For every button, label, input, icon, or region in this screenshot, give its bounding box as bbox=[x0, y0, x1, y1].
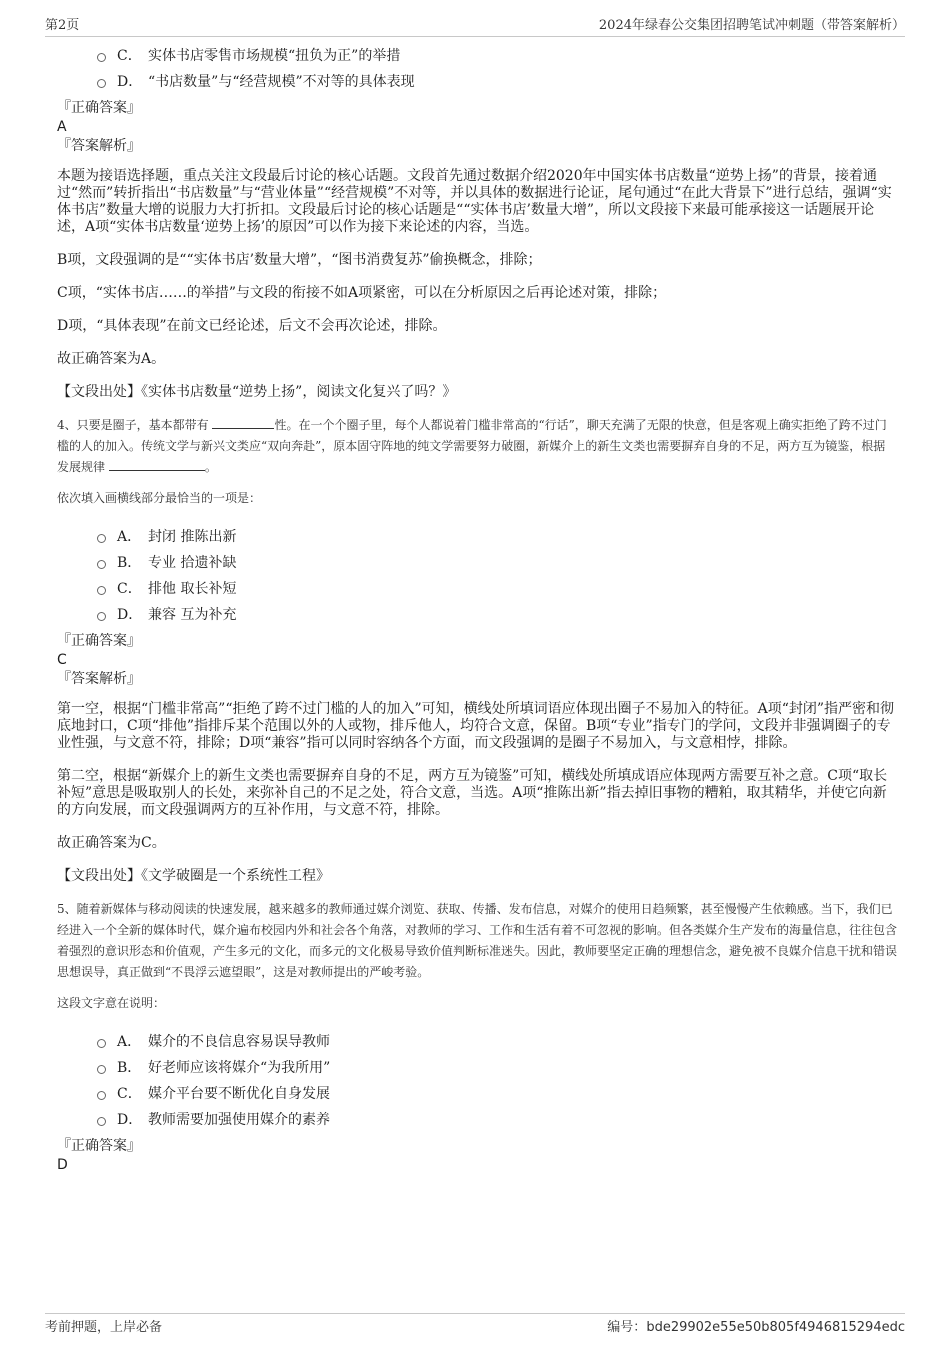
fill-blank bbox=[109, 457, 205, 471]
option-b[interactable]: B． 专业 拾遗补缺 bbox=[97, 549, 897, 575]
question-stem: 4、只要是圈子，基本都带有 性。在一个个圈子里，每个人都说着门槛非常高的“行话”，聊天充满了无限的快意，但是客观上确实拒绝了跨不过门槛的人的加入。传统文学与新兴文类应“双向奔赴”，原本固守阵地的纯文学需要努力破圈，新媒介上的新生文类也需要摒弃自身的不足，两方互为镜鉴，根据发展规律 。 bbox=[57, 415, 897, 478]
option-d[interactable]: D． 教师需要加强使用媒介的素养 bbox=[97, 1106, 897, 1132]
option-a[interactable]: A． 媒介的不良信息容易误导教师 bbox=[97, 1028, 897, 1054]
option-text: 实体书店零售市场规模“扭负为正”的举措 bbox=[148, 48, 401, 64]
analysis-label: 『答案解析』 bbox=[57, 671, 141, 687]
option-text: 兼容 互为补充 bbox=[148, 607, 237, 623]
question-prompt: 依次填入画横线部分最恰当的一项是： bbox=[57, 491, 262, 505]
radio-icon[interactable] bbox=[97, 612, 106, 621]
option-text: 媒介的不良信息容易误导教师 bbox=[148, 1034, 330, 1050]
option-c[interactable]: C． 媒介平台要不断优化自身发展 bbox=[97, 1080, 897, 1106]
fill-blank bbox=[212, 415, 274, 429]
radio-icon[interactable] bbox=[97, 1065, 106, 1074]
radio-icon[interactable] bbox=[97, 586, 106, 595]
footer-slogan: 考前押题，上岸必备 bbox=[45, 1320, 163, 1335]
option-c[interactable]: C． 实体书店零售市场规模“扭负为正”的举措 bbox=[97, 42, 897, 68]
analysis-paragraph: 第一空，根据“门槛非常高”“拒绝了跨不过门槛的人的加入”可知，横线处所填词语应体现出圈子不易加入的特征。A项“封闭”指严密和彻底地封口，C项“排他”指排斥某个范围以外的人或物，排斥他人，均符合文意，保留。B项“专业”指专门的学问，文段并非强调圈子的专业性强，与文意不符，排除；D项“兼容”指可以同时容纳各个方面，而文段强调的是圈子不易加入，与文意相悖，排除。 bbox=[57, 701, 895, 751]
radio-icon[interactable] bbox=[97, 79, 106, 88]
correct-answer-label: 『正确答案』 bbox=[57, 1138, 141, 1154]
page-number: 第2页 bbox=[45, 18, 80, 33]
option-c[interactable]: C． 排他 取长补短 bbox=[97, 575, 897, 601]
analysis-conclusion: 故正确答案为A。 bbox=[57, 351, 166, 367]
radio-icon[interactable] bbox=[97, 534, 106, 543]
analysis-paragraph: B项，文段强调的是““实体书店’数量大增”，“图书消费复苏”偷换概念，排除； bbox=[57, 252, 542, 268]
option-text: 封闭 推陈出新 bbox=[148, 529, 237, 545]
document-title: 2024年绿春公交集团招聘笔试冲刺题（带答案解析） bbox=[598, 18, 905, 33]
correct-answer-label: 『正确答案』 bbox=[57, 633, 141, 649]
option-text: 媒介平台要不断优化自身发展 bbox=[148, 1086, 330, 1102]
option-d[interactable]: D． “书店数量”与“经营规模”不对等的具体表现 bbox=[97, 68, 897, 94]
source-citation: 【文段出处】《实体书店数量“逆势上扬”，阅读文化复兴了吗？》 bbox=[57, 384, 457, 400]
correct-answer: D bbox=[57, 1157, 68, 1173]
radio-icon[interactable] bbox=[97, 1039, 106, 1048]
option-d[interactable]: D． 兼容 互为补充 bbox=[97, 601, 897, 627]
radio-icon[interactable] bbox=[97, 1091, 106, 1100]
question-prompt: 这段文字意在说明： bbox=[57, 996, 166, 1010]
document-id: 编号：bde29902e55e50b805f4946815294edc bbox=[607, 1320, 905, 1335]
option-text: “书店数量”与“经营规模”不对等的具体表现 bbox=[148, 74, 415, 90]
question-stem: 5、随着新媒体与移动阅读的快速发展，越来越多的教师通过媒介浏览、获取、传播、发布信息，对媒介的使用日趋频繁，甚至慢慢产生依赖感。当下，我们已经进入一个全新的媒体时代，媒介遍布校园内外和社会各个角落，对教师的学习、工作和生活有着不可忽视的影响。但各类媒介生产发布的海量信息，往往包含着强烈的意识形态和价值观，产生多元的文化，而多元的文化极易导致价值判断标准迷失。因此，教师要坚定正确的理想信念，避免被不良媒介信息干扰和错误思想误导，真正做到“不畏浮云遮望眼”，这是对教师提出的严峻考验。 bbox=[57, 902, 898, 979]
option-b[interactable]: B． 好老师应该将媒介“为我所用” bbox=[97, 1054, 897, 1080]
correct-answer: C bbox=[57, 652, 67, 668]
analysis-paragraph: 本题为接语选择题，重点关注文段最后讨论的核心话题。文段首先通过数据介绍2020年中国实体书店数量“逆势上扬”的背景，接着通过“然而”转折指出“书店数量”与“营业体量”“经营规模”不对等，并以具体的数据进行论证，尾句通过“在此大背景下”进行总结，强调“实体书店”数量大增的说服力大打折扣。文段最后讨论的核心话题是““实体书店’数量大增”，所以文段接下来最可能承接这一话题展开论述，A项“实体书店数量‘逆势上扬’的原因”可以作为接下来论述的内容，当选。 bbox=[57, 168, 892, 235]
correct-answer-label: 『正确答案』 bbox=[57, 100, 141, 116]
analysis-paragraph: D项，“具体表现”在前文已经论述，后文不会再次论述，排除。 bbox=[57, 318, 447, 334]
page-footer bbox=[45, 1313, 905, 1335]
analysis-label: 『答案解析』 bbox=[57, 138, 141, 154]
analysis-conclusion: 故正确答案为C。 bbox=[57, 835, 166, 851]
source-citation: 【文段出处】《文学破圈是一个系统性工程》 bbox=[57, 868, 330, 884]
option-a[interactable]: A． 封闭 推陈出新 bbox=[97, 523, 897, 549]
option-text: 排他 取长补短 bbox=[148, 581, 237, 597]
page-content bbox=[57, 42, 897, 1174]
radio-icon[interactable] bbox=[97, 53, 106, 62]
radio-icon[interactable] bbox=[97, 1117, 106, 1126]
page-header bbox=[45, 14, 905, 37]
option-text: 好老师应该将媒介“为我所用” bbox=[148, 1060, 331, 1076]
analysis-paragraph: C项，“实体书店……的举措”与文段的衔接不如A项紧密，可以在分析原因之后再论述对策，排除； bbox=[57, 285, 667, 301]
radio-icon[interactable] bbox=[97, 560, 106, 569]
option-text: 教师需要加强使用媒介的素养 bbox=[148, 1112, 330, 1128]
correct-answer: A bbox=[57, 119, 67, 135]
analysis-paragraph: 第二空，根据“新媒介上的新生文类也需要摒弃自身的不足，两方互为镜鉴”可知，横线处所填成语应体现两方需要互补之意。C项“取长补短”意思是吸取别人的长处，来弥补自己的不足之处，符合文意，当选。A项“推陈出新”指去掉旧事物的糟粕，取其精华，并使它向新的方向发展，而文段强调两方的互补作用，与文意不符，排除。 bbox=[57, 768, 888, 818]
option-text: 专业 拾遗补缺 bbox=[148, 555, 237, 571]
